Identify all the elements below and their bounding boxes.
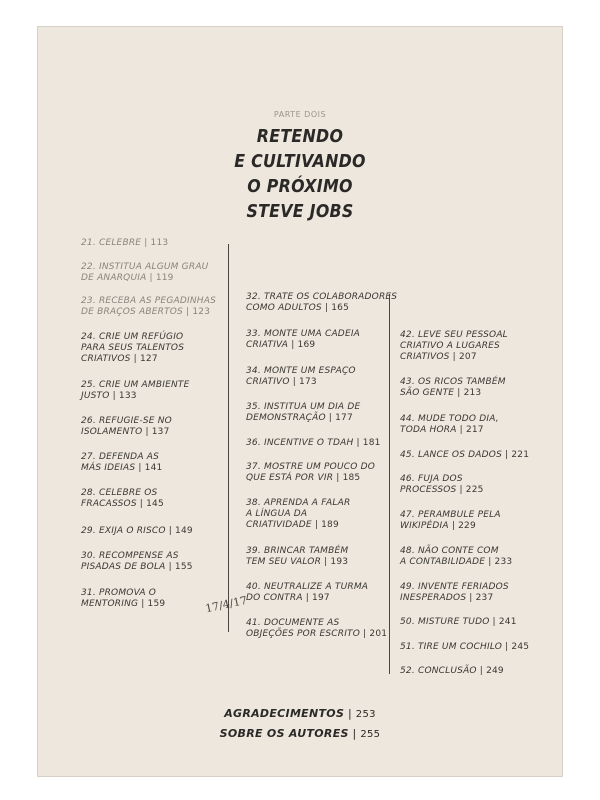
toc-entry-title: TODA HORA — [400, 425, 457, 435]
column-divider — [228, 244, 229, 632]
toc-entry — [246, 498, 350, 531]
toc-entry-title: FRACASSOS — [81, 499, 137, 509]
toc-entry-title: 46. FUJA DOS — [400, 474, 463, 484]
toc-entry-page: 197 — [312, 593, 330, 603]
separator: | — [109, 391, 119, 401]
toc-entry — [81, 238, 168, 249]
toc-entry-title: 42. LEVE SEU PESSOAL — [400, 330, 508, 340]
toc-entry-title: 23. RECEBA AS PEGADINHAS — [81, 296, 217, 306]
toc-entry-page: 119 — [155, 273, 174, 283]
toc-entry-title: 29. EXIJA O RISCO — [81, 526, 166, 536]
toc-entry — [400, 582, 509, 604]
toc-entry-page: 141 — [144, 463, 163, 473]
toc-entry-page: 149 — [175, 526, 193, 536]
toc-entry — [81, 332, 184, 365]
toc-entry — [246, 618, 387, 640]
separator: | — [130, 354, 140, 364]
toc-entry-title: CRIATIVO — [246, 377, 290, 387]
separator: | — [142, 427, 152, 437]
separator: | — [449, 352, 459, 362]
toc-entry-title: 41. DOCUMENTE AS — [246, 618, 340, 628]
toc-entry-title: MENTORING — [81, 599, 139, 609]
toc-entry-page: 221 — [511, 450, 530, 460]
separator: | — [138, 599, 148, 609]
toc-entry-title: 30. RECOMPENSE AS — [81, 551, 179, 561]
toc-entry-page: 193 — [330, 557, 349, 567]
toc-entry-title: DE ANARQUIA — [81, 273, 147, 283]
separator: | — [288, 340, 298, 350]
part-title-line: O PRÓXIMO — [247, 176, 353, 197]
toc-entry-title: CRIATIVOS — [81, 354, 131, 364]
toc-entry-page: 137 — [151, 427, 170, 437]
toc-entry-title: 32. TRATE OS COLABORADORES — [246, 292, 398, 302]
toc-entry-page: 165 — [331, 303, 349, 313]
column-divider — [389, 294, 390, 674]
toc-entry-page: 159 — [147, 599, 166, 609]
toc-entry — [400, 474, 484, 496]
toc-entry-title: INESPERADOS — [400, 593, 467, 603]
toc-entry-page: 169 — [297, 340, 316, 350]
toc-entry-page: 145 — [146, 499, 164, 509]
separator: | — [448, 521, 459, 531]
toc-entry-title: SÃO GENTE — [400, 388, 455, 398]
toc-entry-title: QUE ESTÁ POR VIR — [246, 473, 334, 483]
toc-entry-page: 249 — [486, 666, 504, 676]
toc-entry-page: 241 — [498, 617, 517, 627]
toc-entry-page: 189 — [321, 520, 339, 530]
separator: | — [476, 666, 487, 676]
toc-entry-page: 207 — [458, 352, 477, 362]
toc-entry — [246, 402, 360, 424]
toc-entry-title: 33. MONTE UMA CADEIA — [246, 329, 361, 339]
toc-entry-page: 233 — [494, 557, 513, 567]
toc-entry — [246, 582, 368, 604]
toc-entry — [400, 546, 512, 568]
separator: | — [321, 557, 331, 567]
separator: | — [333, 473, 343, 483]
separator: | — [485, 557, 495, 567]
separator: | — [456, 425, 466, 435]
toc-entry-title: 49. INVENTE FERIADOS — [400, 582, 509, 592]
toc-entry — [246, 462, 375, 484]
toc-entry-title: A LÍNGUA DA — [246, 509, 308, 519]
toc-entry-page: 123 — [192, 307, 211, 317]
separator: | — [321, 303, 332, 313]
toc-entry-title: 51. TIRE UM COCHILO — [400, 642, 503, 652]
toc-entry — [400, 666, 504, 677]
separator: | — [502, 642, 512, 652]
separator: | — [165, 562, 175, 572]
separator: | — [456, 485, 466, 495]
separator: | — [141, 238, 151, 248]
toc-entry-title: 37. MOSTRE UM POUCO DO — [246, 462, 375, 472]
toc-entry — [81, 452, 162, 474]
toc-entry-page: 185 — [342, 473, 361, 483]
toc-entry-title: 39. BRINCAR TAMBÉM — [246, 546, 349, 556]
toc-entry-title: DEMONSTRAÇÃO — [246, 413, 326, 423]
separator: | — [311, 520, 322, 530]
toc-entry-page: 245 — [511, 642, 530, 652]
toc-entry — [400, 510, 501, 532]
toc-entry-title: 25. CRIE UM AMBIENTE — [81, 380, 190, 390]
toc-entry-title: 36. INCENTIVE O TDAH — [246, 438, 354, 448]
toc-entry — [81, 262, 208, 284]
separator: | — [289, 377, 300, 387]
toc-entry-title: 45. LANCE OS DADOS — [400, 450, 502, 460]
toc-entry-title: 28. CELEBRE OS — [81, 488, 158, 498]
toc-entry-title: 47. PERAMBULE PELA — [400, 510, 501, 520]
toc-entry-title: WIKIPÉDIA — [400, 521, 449, 531]
separator: | — [302, 593, 313, 603]
toc-entry-title: 48. NÃO CONTE COM — [400, 546, 499, 556]
toc-entry-title: 38. APRENDA A FALAR — [246, 498, 351, 508]
toc-entry — [81, 380, 189, 402]
toc-entry-title: 21. CELEBRE — [81, 238, 142, 248]
separator: | — [182, 307, 193, 317]
toc-entry-title: DE BRAÇOS ABERTOS — [81, 307, 183, 317]
separator: | — [325, 413, 336, 423]
separator: | — [146, 273, 156, 283]
toc-entry-title: 35. INSTITUA UM DIA DE — [246, 402, 361, 412]
toc-entry — [246, 546, 348, 568]
toc-entry-page: 177 — [335, 413, 353, 423]
toc-entry-page: 213 — [463, 388, 482, 398]
toc-entry-page: 237 — [475, 593, 494, 603]
separator: | — [352, 727, 361, 740]
back-matter-title: AGRADECIMENTOS — [224, 707, 345, 720]
toc-entry-title: CRIATIVOS — [400, 352, 450, 362]
toc-entry — [81, 488, 164, 510]
toc-entry — [400, 377, 506, 399]
toc-entry-title: 26. REFUGIE-SE NO — [81, 416, 172, 426]
toc-entry-page: 127 — [139, 354, 158, 364]
separator: | — [466, 593, 476, 603]
toc-entry-title: 22. INSTITUA ALGUM GRAU — [81, 262, 209, 272]
toc-entry-title: CRIATIVIDADE — [246, 520, 312, 530]
toc-entry-page: 155 — [174, 562, 193, 572]
toc-entry-page: 181 — [362, 438, 381, 448]
toc-entry-title: CRIATIVA — [246, 340, 289, 350]
back-matter-page: 255 — [360, 729, 381, 740]
toc-entry-title: PARA SEUS TALENTOS — [81, 343, 185, 353]
toc-entry — [81, 416, 172, 438]
back-matter-acknowledgments — [37, 707, 563, 720]
handwritten-date: 17/4/17 — [204, 593, 249, 616]
toc-entry — [81, 296, 216, 318]
toc-entry-title: JUSTO — [81, 391, 110, 401]
toc-entry-title: 27. DEFENDA AS — [81, 452, 160, 462]
back-matter-authors — [37, 727, 563, 740]
toc-entry-title: 50. MISTURE TUDO — [400, 617, 490, 627]
toc-entry-title: ISOLAMENTO — [81, 427, 143, 437]
toc-entry — [400, 414, 499, 436]
book-page — [37, 26, 563, 777]
toc-entry — [246, 292, 397, 314]
toc-entry — [400, 642, 529, 653]
toc-entry-title: MÁS IDEIAS — [81, 463, 136, 473]
toc-entry-title: A CONTABILIDADE — [400, 557, 486, 567]
separator: | — [501, 450, 512, 460]
toc-entry-title: TEM SEU VALOR — [246, 557, 322, 567]
separator: | — [454, 388, 464, 398]
back-matter-page: 253 — [355, 709, 376, 720]
toc-entry-page: 225 — [465, 485, 484, 495]
toc-entry-title: PROCESSOS — [400, 485, 457, 495]
toc-entry-page: 173 — [299, 377, 317, 387]
toc-entry — [81, 551, 193, 573]
toc-entry-page: 229 — [458, 521, 476, 531]
toc-entry-page: 113 — [150, 238, 169, 248]
toc-entry-page: 217 — [465, 425, 484, 435]
separator: | — [360, 629, 370, 639]
toc-entry-title: 31. PROMOVA O — [81, 588, 157, 598]
toc-entry-title: 52. CONCLUSÃO — [400, 666, 477, 676]
toc-entry-title: CRIATIVO A LUGARES — [400, 341, 500, 351]
part-label: PARTE DOIS — [273, 110, 327, 119]
toc-entry-title: 40. NEUTRALIZE A TURMA — [246, 582, 369, 592]
toc-entry — [246, 329, 360, 351]
toc-entry — [246, 438, 381, 449]
part-title-line: E CULTIVANDO — [234, 151, 366, 172]
toc-entry-title: OBJEÇÕES POR ESCRITO — [246, 629, 361, 639]
separator: | — [353, 438, 363, 448]
separator: | — [135, 463, 145, 473]
toc-entry-title: 43. OS RICOS TAMBÉM — [400, 377, 506, 387]
back-matter-title: SOBRE OS AUTORES — [219, 727, 349, 740]
toc-entry-title: 34. MONTE UM ESPAÇO — [246, 366, 356, 376]
separator: | — [489, 617, 499, 627]
toc-entry — [400, 617, 517, 628]
toc-entry — [246, 366, 356, 388]
separator: | — [347, 707, 356, 720]
toc-entry-title: 24. CRIE UM REFÚGIO — [81, 332, 184, 342]
toc-entry — [400, 450, 529, 461]
toc-entry-title: COMO ADULTOS — [246, 303, 322, 313]
part-title-line: RETENDO — [256, 126, 344, 147]
toc-entry-title: 44. MUDE TODO DIA, — [400, 414, 499, 424]
separator: | — [165, 526, 176, 536]
part-title-line: STEVE JOBS — [246, 201, 354, 222]
toc-entry-title: DO CONTRA — [246, 593, 303, 603]
toc-entry — [81, 526, 193, 537]
toc-entry — [81, 588, 165, 610]
toc-entry-page: 201 — [369, 629, 388, 639]
toc-entry-title: PISADAS DE BOLA — [81, 562, 166, 572]
separator: | — [136, 499, 147, 509]
toc-entry-page: 133 — [118, 391, 137, 401]
toc-entry — [400, 330, 508, 363]
